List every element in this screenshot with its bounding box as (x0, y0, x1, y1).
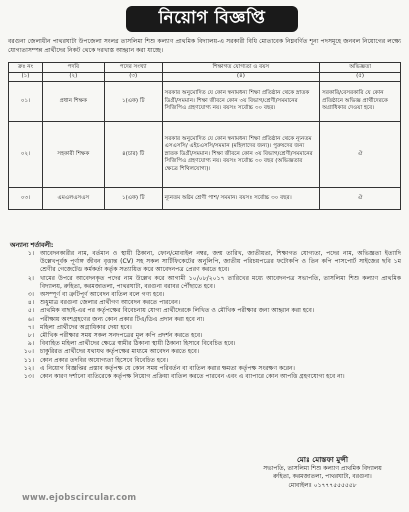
conditions-heading: অন্যান্য শর্তাবলী: (10, 242, 54, 249)
cell-count: ৪(চার) টি (104, 122, 162, 188)
list-item (10, 373, 401, 381)
intro-paragraph: বরগুনা জেলাধীন পাথরঘাটা উপজেলা সংলগ্ন তাসলিমা শিশু কল্যাণ প্রাথমিক বিদ্যালয়-এ সরকারী বিধি মোতাবেক নিম্নবর্ণিত শূন্য পদসমূহে জনবল নিয়োগের লক্ষ্যে যোগ্যতাসম্পন্ন প্রার্থীদের নিকট থেকে দরখাস্ত আহ্বান করা যাচ্ছে। (8, 38, 401, 55)
col-number: (৪) (162, 73, 320, 82)
col-number: (২) (42, 73, 104, 82)
condition-text: কোন প্রকার তদবির অযোগ্যতা হিসেবে বিবেচিত হবে। (40, 356, 169, 364)
table-row (9, 82, 401, 122)
col-number: (১) (9, 73, 43, 82)
cell-count: ১(এক) টি (104, 188, 162, 210)
condition-number: ৪। (27, 299, 34, 307)
list-item (10, 365, 401, 373)
list-item (10, 316, 401, 324)
cell-count: ১(এক) টি (104, 82, 162, 122)
vacancy-table (8, 62, 401, 210)
cell-sl: ০৩। (9, 188, 43, 210)
cell-experience: ঐ (320, 188, 401, 210)
page-title: নিয়োগ বিজ্ঞপ্তি (158, 8, 266, 28)
job-circular-page (8, 4, 401, 508)
condition-number: ৯। (27, 340, 34, 348)
condition-text: প্রাথমিক বাছাই-এর পর কর্তৃপক্ষের বিবেচনায় যোগ্য প্রার্থীদেরকে লিখিত ও মৌখিক পরীক্ষার জন্য আহ্বান করা হবে। (40, 307, 315, 315)
cell-post: সহকারী শিক্ষক (42, 122, 104, 188)
header-count: পদের সংখ্যা (104, 63, 162, 73)
table-row (9, 122, 401, 188)
list-item (10, 291, 401, 299)
cell-qualification: সরকার অনুমোদিত যে কোন স্বনামধন্য শিক্ষা প্রতিষ্ঠান থেকে স্নাতক ডিগ্রী/সমমান। শিক্ষা জীবনে কোন ৩য় বিভাগ/শ্রেণী/সমমানের সিজিপিএ গ্রহণযোগ্য নয়। বয়সঃ সর্বোচ্চ ৩০ বছর। (162, 82, 320, 122)
header-qualification: শিক্ষাগত যোগ্যতা ও বয়স (162, 63, 320, 73)
conditions-list (10, 250, 401, 381)
cell-experience: ঐ (320, 122, 401, 188)
condition-text: খামের উপরে আবেদনকৃত পদের নাম উল্লেখ করে আগামী ১০/০৮/২০১৭ তারিখের মধ্যে আবেদনপত্র সভাপতি, তাসলিমা শিশু কল্যাণ প্রাথমিক বিদ্যালয়, রুহিতা, করমজাতলা, পাথরঘাটা, বরগুনা বরাবর পৌঁছাতে হবে। (40, 274, 401, 290)
cell-qualification: ন্যূনতম অষ্টম শ্রেণী পাশ/ সমমান। বয়সঃ সর্বোচ্চ ৩০ বছর। (162, 188, 320, 210)
list-item (10, 250, 401, 275)
list-item (10, 348, 401, 356)
title-banner (126, 6, 298, 32)
condition-number: ৮। (27, 332, 34, 340)
condition-text: অসম্পূর্ণ বা ত্রুটিপূর্ণ আবেদন বাতিল বলে গণ্য হবে। (40, 291, 165, 299)
website-watermark: www.ejobscircular.com (22, 492, 137, 502)
table-number-row (9, 73, 401, 82)
condition-text: আবেদনকারীর নাম, বর্তমান ও স্থায়ী ঠিকানা, ফোন/মোবাইল নম্বর, জন্ম তারিখ, জাতীয়তা, শিক্ষাগত যোগ্যতা, পদের নাম, অভিজ্ঞতা ইত্যাদি উল্লেখপূর্বক পূর্ণাঙ্গ জীবন বৃত্তান্ত (CV) সহ সকল সার্টিফিকেটের অনুলিপি, জাতীয় পরিচয়পত্রের ফটোকপি ও তিন কপি পাসপোর্ট সাইজের ছবি ১ম শ্রেণীর গেজেটেড কর্মকর্তা কর্তৃক সত্যায়িত করে আবেদনপত্র প্রেরণ করতে হবে। (40, 250, 401, 274)
condition-text: পরীক্ষায় অংশগ্রহণের জন্য কোন প্রকার টিএ/ডিএ প্রদান করা হবে না। (40, 315, 205, 323)
col-number: (৫) (320, 73, 401, 82)
condition-number: ১০। (23, 348, 34, 356)
condition-number: ৭। (27, 323, 34, 331)
header-post: পদবি (42, 63, 104, 73)
condition-number: ২। (27, 274, 34, 282)
condition-text: বিবাহিত মহিলা প্রার্থীদের ক্ষেত্রে স্বামীর ঠিকানা স্থায়ী ঠিকানা হিসাবে বিবেচিত হবে। (40, 340, 236, 348)
condition-text: শুধুমাত্র বরগুনা জেলার প্রার্থীগণ আবেদন করতে পারবেন। (40, 299, 181, 307)
list-item (10, 332, 401, 340)
cell-sl: ০২। (9, 122, 43, 188)
condition-number: ১। (27, 250, 34, 257)
signatory-title: সভাপতি, তাসলিমা শিশু কল্যাণ প্রাথমিক বিদ্যালয় (263, 464, 382, 472)
cell-post: প্রধান শিক্ষক (42, 82, 104, 122)
cell-experience: সরকারি/বেসরকারি যে কোন প্রতিষ্ঠানে অভিজ্ঞ প্রার্থীদেরকে অগ্রাধিকার দেওয়া হবে। (320, 82, 401, 122)
condition-text: চাকুরিরত প্রার্থীদের যথাযথ কর্তৃপক্ষের মাধ্যমে আবেদন করতে হবে। (40, 348, 200, 356)
list-item (10, 324, 401, 332)
condition-number: ৫। (27, 307, 34, 315)
condition-number: ৬। (27, 315, 34, 323)
table-row (9, 188, 401, 210)
signatory-phone: মোবাইলঃ ০১৭৭৭৫৫৫৫৫৮ (288, 481, 357, 489)
col-number: (৩) (104, 73, 162, 82)
signatory-name: মোঃ মোস্তফা মুন্সী (296, 455, 349, 464)
cell-post: এমএলএসএস (42, 188, 104, 210)
list-item (10, 275, 401, 291)
signature-block (240, 456, 405, 490)
condition-text: মৌখিক পরীক্ষার সময় সকল সনদপত্রের মূল কপি প্রদর্শন করতে হবে। (40, 332, 203, 340)
condition-number: ১১। (23, 356, 34, 364)
cell-sl: ০১। (9, 82, 43, 122)
list-item (10, 307, 401, 315)
signatory-address: রুহিতা, করমজাতলা, পাথরঘাটা, বরগুনা। (273, 473, 372, 481)
list-item (10, 357, 401, 365)
cell-qualification: সরকার অনুমোদিত যে কোন স্বনামধন্য শিক্ষা প্রতিষ্ঠান থেকে ন্যূনতম এসএসসি/ এইচএসসি/সমমান (মহিলাদের জন্য)। পুরুষদের জন্য স্নাতক ডিগ্রী/সমমান। শিক্ষা জীবনে কোন ৩য় বিভাগ/শ্রেণী/সমমানের সিজিপিএ গ্রহণযোগ্য নয়। বয়সঃ সর্বোচ্চ ৩০ বছর (অভিজ্ঞতার ক্ষেত্রে শিথিলযোগ্য)। (162, 122, 320, 188)
header-experience: অভিজ্ঞতা (320, 63, 401, 73)
header-sl: ক্রঃ নং (9, 63, 43, 73)
condition-number: ১২। (23, 364, 34, 372)
condition-text: মহিলা প্রার্থীদের অগ্রাধিকার দেয়া হবে। (40, 323, 132, 331)
condition-number: ৩। (27, 291, 34, 299)
condition-text: কোন কারণ দর্শানো ব্যতিরেকে কর্তৃপক্ষ নিয়োগ প্রক্রিয়া বাতিল করতে পারবেন এবং এ ব্যাপারে কোন আপত্তি গ্রহণযোগ্য হবে না। (40, 373, 345, 381)
condition-number: ১৩। (23, 373, 34, 381)
condition-text: এ নিয়োগ বিজ্ঞপ্তির প্রস্তাব কর্তৃপক্ষ যে কোন সময় পরিবর্তন বা বাতিল করার ক্ষমতা কর্তৃপক্ষ সংরক্ষণ করেন। (40, 364, 295, 372)
table-header-row (9, 63, 401, 73)
